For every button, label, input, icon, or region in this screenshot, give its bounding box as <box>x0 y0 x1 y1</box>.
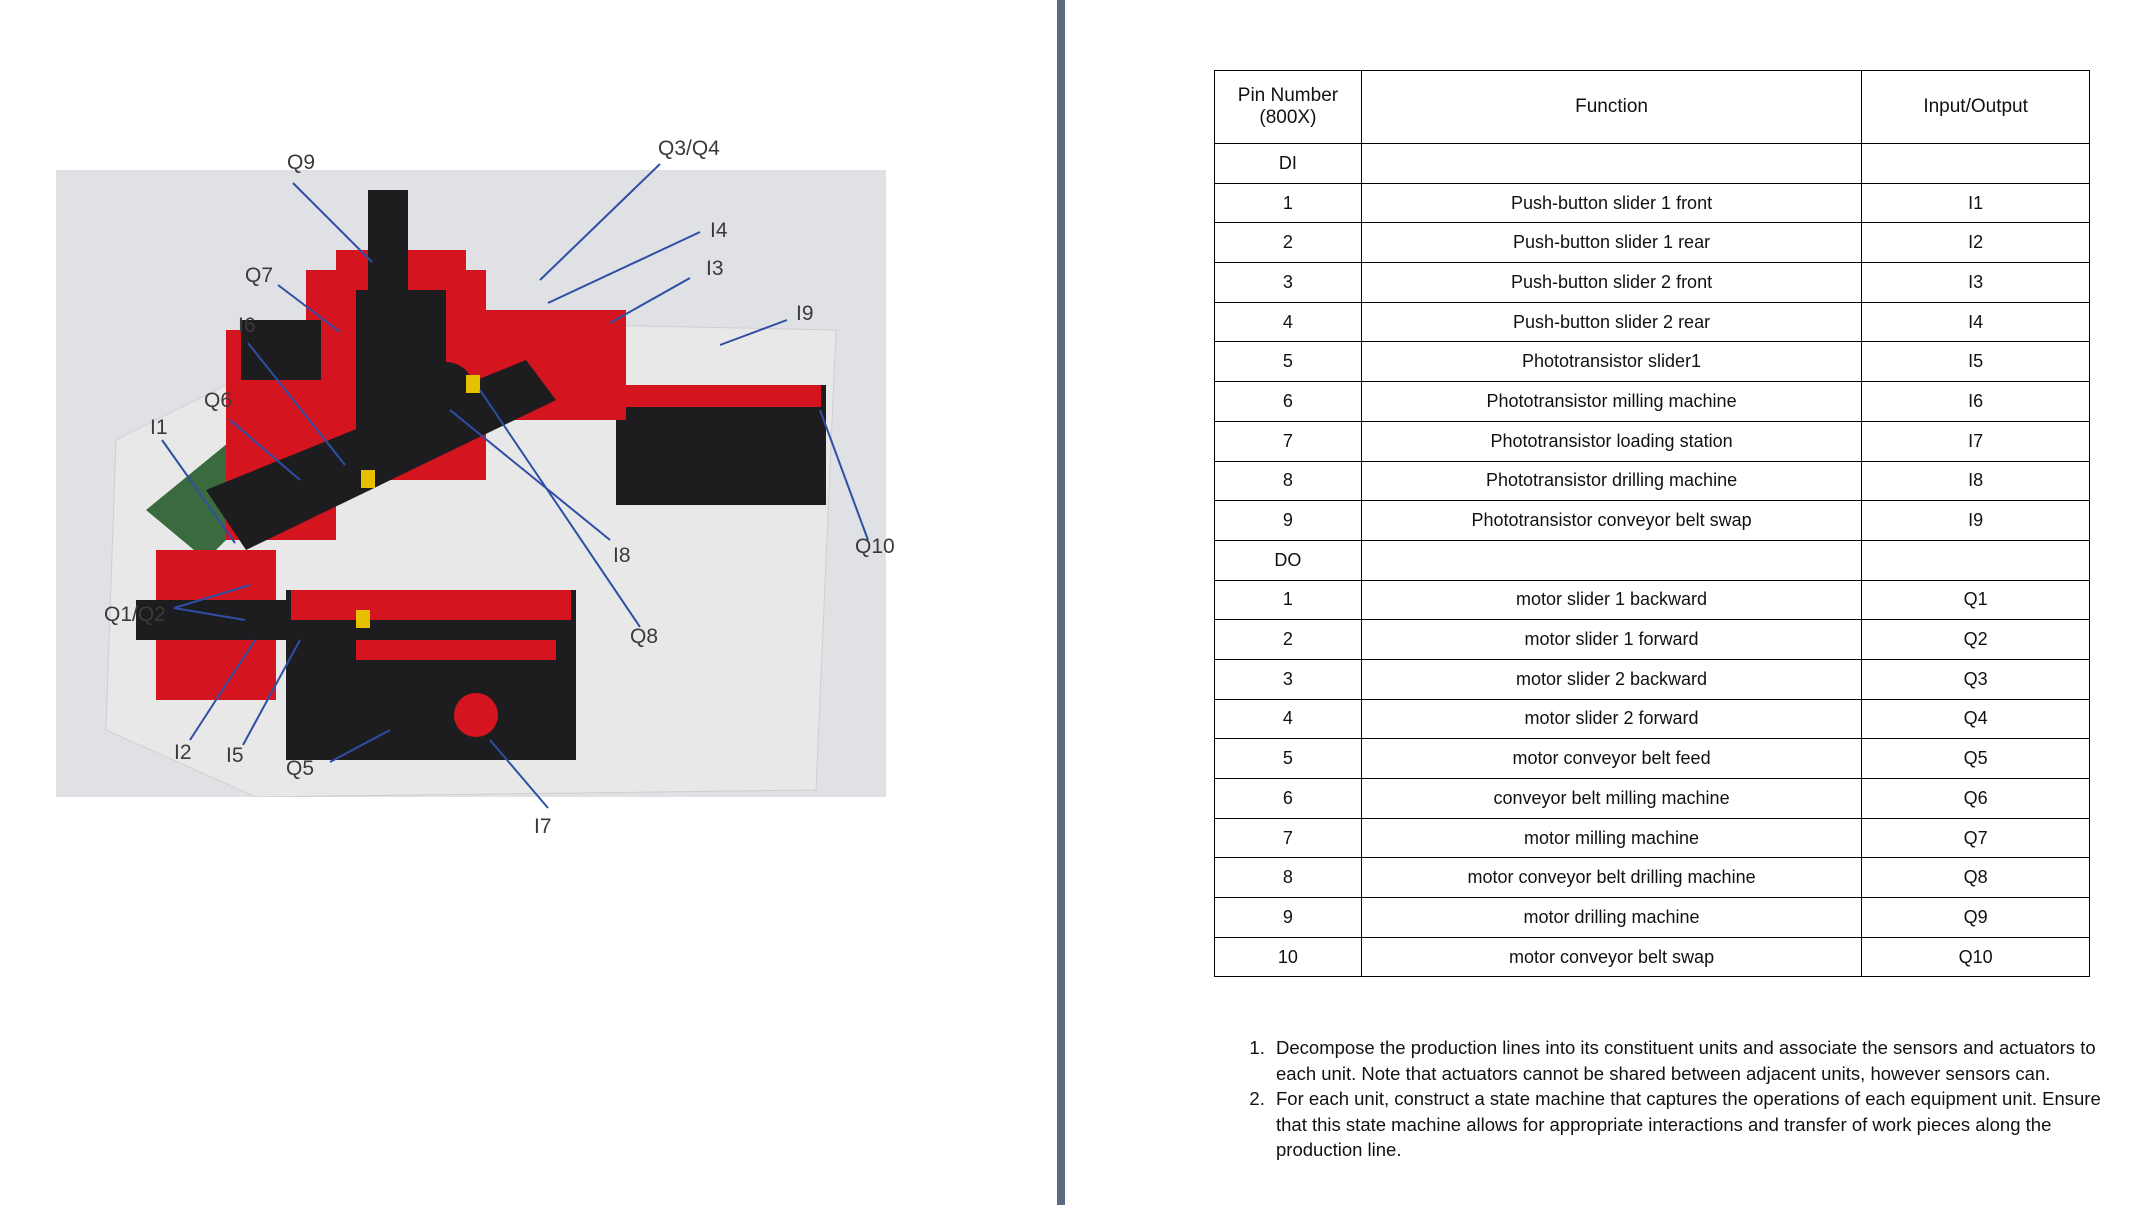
cell-function: motor slider 1 forward <box>1361 620 1861 660</box>
callout-label: Q8 <box>630 625 659 648</box>
callout-label: I8 <box>613 544 631 567</box>
table-body <box>1215 144 2090 977</box>
cell-pin-number: 8 <box>1215 858 1362 898</box>
cell-function: motor conveyor belt drilling machine <box>1361 858 1861 898</box>
table-row <box>1215 540 2090 580</box>
cell-pin-number: 3 <box>1215 659 1362 699</box>
cell-function <box>1361 540 1861 580</box>
table-row <box>1215 620 2090 660</box>
cell-pin-number: 5 <box>1215 739 1362 779</box>
header-input-output: Input/Output <box>1862 71 2090 144</box>
cell-input-output: Q4 <box>1862 699 2090 739</box>
cell-input-output: I7 <box>1862 421 2090 461</box>
cell-input-output: I6 <box>1862 382 2090 422</box>
callout-label: I4 <box>710 219 728 242</box>
cell-pin-number: 4 <box>1215 302 1362 342</box>
cell-pin-number: 1 <box>1215 183 1362 223</box>
cell-function: motor slider 2 forward <box>1361 699 1861 739</box>
table-row <box>1215 302 2090 342</box>
cell-input-output: I2 <box>1862 223 2090 263</box>
cell-function: Phototransistor drilling machine <box>1361 461 1861 501</box>
cell-input-output: I1 <box>1862 183 2090 223</box>
callout-label: Q5 <box>286 757 315 780</box>
cell-pin-number: 10 <box>1215 937 1362 977</box>
cell-input-output: I5 <box>1862 342 2090 382</box>
cell-input-output: Q9 <box>1862 898 2090 938</box>
table-row <box>1215 580 2090 620</box>
cell-pin-number: 4 <box>1215 699 1362 739</box>
factory-model-photo <box>56 170 886 797</box>
cell-function: Push-button slider 1 rear <box>1361 223 1861 263</box>
callout-label: I2 <box>174 741 192 764</box>
cell-input-output: Q3 <box>1862 659 2090 699</box>
callout-label: Q6 <box>204 389 233 412</box>
cell-pin-number: 2 <box>1215 620 1362 660</box>
cell-pin-number: 6 <box>1215 382 1362 422</box>
cell-pin-number: 1 <box>1215 580 1362 620</box>
page-divider <box>1057 0 1065 1205</box>
cell-pin-number: 9 <box>1215 501 1362 541</box>
table-row <box>1215 739 2090 779</box>
callout-label: I1 <box>150 416 168 439</box>
cell-function: Phototransistor milling machine <box>1361 382 1861 422</box>
cell-input-output: Q7 <box>1862 818 2090 858</box>
table-row <box>1215 937 2090 977</box>
cell-function: Push-button slider 2 front <box>1361 263 1861 303</box>
cell-function: Push-button slider 2 rear <box>1361 302 1861 342</box>
cell-pin-number: DI <box>1215 144 1362 184</box>
cell-function: Phototransistor conveyor belt swap <box>1361 501 1861 541</box>
table-row <box>1215 898 2090 938</box>
callout-label: I9 <box>796 302 814 325</box>
table-row <box>1215 263 2090 303</box>
callout-label: Q10 <box>855 535 895 558</box>
cell-function: Phototransistor slider1 <box>1361 342 1861 382</box>
table-row <box>1215 858 2090 898</box>
cell-pin-number: 6 <box>1215 779 1362 819</box>
table-row <box>1215 461 2090 501</box>
table-row <box>1215 779 2090 819</box>
cell-function: motor milling machine <box>1361 818 1861 858</box>
cell-function: motor conveyor belt feed <box>1361 739 1861 779</box>
cell-input-output: Q2 <box>1862 620 2090 660</box>
cell-input-output: I9 <box>1862 501 2090 541</box>
table-row <box>1215 501 2090 541</box>
task-item: 2. For each unit, construct a state machine that captures the operations of each equipment unit. Ensure that this state machine allows for appropriate interactions and transfer of work pieces along the production line. <box>1270 1086 2130 1163</box>
table-row <box>1215 223 2090 263</box>
cell-pin-number: 5 <box>1215 342 1362 382</box>
cell-pin-number: 7 <box>1215 421 1362 461</box>
table-row <box>1215 818 2090 858</box>
cell-pin-number: 7 <box>1215 818 1362 858</box>
table-row <box>1215 382 2090 422</box>
cell-input-output: I3 <box>1862 263 2090 303</box>
cell-function: motor drilling machine <box>1361 898 1861 938</box>
cell-input-output: Q8 <box>1862 858 2090 898</box>
cell-input-output: Q10 <box>1862 937 2090 977</box>
callout-label: Q1/Q2 <box>104 603 166 626</box>
production-line-figure <box>0 0 1050 1205</box>
cell-function: motor slider 2 backward <box>1361 659 1861 699</box>
table-row <box>1215 342 2090 382</box>
cell-input-output: Q6 <box>1862 779 2090 819</box>
cell-input-output <box>1862 144 2090 184</box>
callout-label: I5 <box>226 744 244 767</box>
cell-function: conveyor belt milling machine <box>1361 779 1861 819</box>
pin-assignment-table <box>1214 70 2090 977</box>
table-row <box>1215 144 2090 184</box>
callout-label: I7 <box>534 815 552 838</box>
cell-input-output: Q1 <box>1862 580 2090 620</box>
cell-function <box>1361 144 1861 184</box>
cell-function: motor slider 1 backward <box>1361 580 1861 620</box>
cell-input-output: I4 <box>1862 302 2090 342</box>
task-list <box>1228 1035 2130 1163</box>
header-pin-number: Pin Number (800X) <box>1215 71 1362 144</box>
callout-label: I6 <box>238 314 256 337</box>
cell-function: Push-button slider 1 front <box>1361 183 1861 223</box>
cell-function: Phototransistor loading station <box>1361 421 1861 461</box>
cell-pin-number: 3 <box>1215 263 1362 303</box>
callout-label: Q3/Q4 <box>658 137 720 160</box>
cell-input-output: I8 <box>1862 461 2090 501</box>
task-item: 1. Decompose the production lines into its constituent units and associate the sensors and actuators to each unit. Note that actuators cannot be shared between adjacent units, however sensors can. <box>1270 1035 2130 1086</box>
table-row <box>1215 699 2090 739</box>
table-row <box>1215 659 2090 699</box>
cell-pin-number: 2 <box>1215 223 1362 263</box>
callout-label: Q9 <box>287 151 316 174</box>
table-header-row <box>1215 71 2090 144</box>
factory-model-illustration <box>56 170 886 797</box>
callout-label: Q7 <box>245 264 274 287</box>
cell-pin-number: 9 <box>1215 898 1362 938</box>
cell-pin-number: 8 <box>1215 461 1362 501</box>
cell-input-output: Q5 <box>1862 739 2090 779</box>
cell-function: motor conveyor belt swap <box>1361 937 1861 977</box>
header-function: Function <box>1361 71 1861 144</box>
cell-input-output <box>1862 540 2090 580</box>
cell-pin-number: DO <box>1215 540 1362 580</box>
callout-label: I3 <box>706 257 724 280</box>
table-row <box>1215 183 2090 223</box>
table-row <box>1215 421 2090 461</box>
